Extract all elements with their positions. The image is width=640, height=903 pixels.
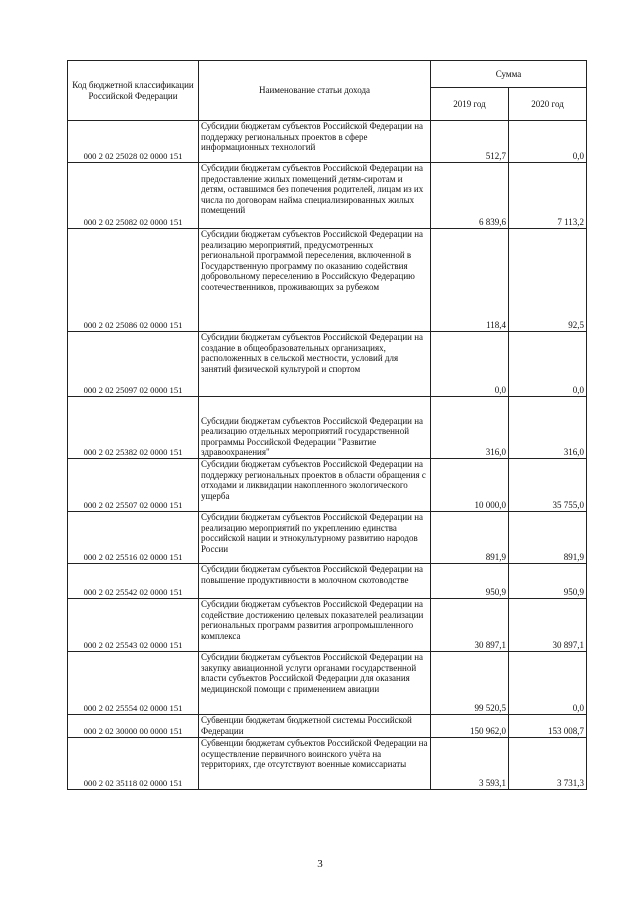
revenue-item-name: Субсидии бюджетам субъектов Российской Федерации на поддержку региональных проектов в сфере информационных технологий — [199, 121, 431, 163]
revenue-item-name: Субвенции бюджетам субъектов Российской Федерации на осуществление первичного воинского учёта на территориях, где отсутствуют военные комиссариаты — [199, 738, 431, 790]
amount-2020: 0,0 — [509, 121, 587, 163]
table-row — [68, 332, 587, 397]
header-year-2020: 2020 год — [509, 88, 587, 121]
header-code: Код бюджетной классификации Российской Федерации — [68, 61, 199, 121]
table-row — [68, 599, 587, 652]
amount-2020: 950,9 — [509, 564, 587, 599]
table-row — [68, 121, 587, 163]
revenue-item-name: Субвенции бюджетам бюджетной системы Российской Федерации — [199, 715, 431, 738]
amount-2020: 891,9 — [509, 512, 587, 564]
header-row — [68, 61, 587, 88]
table-row — [68, 459, 587, 512]
amount-2019: 99 520,5 — [431, 652, 509, 715]
budget-code: 000 2 02 25554 02 0000 151 — [68, 652, 199, 715]
budget-code: 000 2 02 25086 02 0000 151 — [68, 229, 199, 332]
page-number: 3 — [317, 858, 323, 870]
budget-code: 000 2 02 30000 00 0000 151 — [68, 715, 199, 738]
amount-2019: 512,7 — [431, 121, 509, 163]
amount-2019: 150 962,0 — [431, 715, 509, 738]
header-name: Наименование статьи дохода — [199, 61, 431, 121]
amount-2019: 950,9 — [431, 564, 509, 599]
budget-code: 000 2 02 35118 02 0000 151 — [68, 738, 199, 790]
amount-2019: 118,4 — [431, 229, 509, 332]
amount-2020: 316,0 — [509, 397, 587, 459]
budget-code: 000 2 02 25516 02 0000 151 — [68, 512, 199, 564]
table-row — [68, 512, 587, 564]
table-row — [68, 397, 587, 459]
amount-2019: 10 000,0 — [431, 459, 509, 512]
revenue-item-name: Субсидии бюджетам субъектов Российской Федерации на поддержку региональных проектов в области обращения с отходами и ликвидации накопленного экологического ущерба — [199, 459, 431, 512]
budget-code: 000 2 02 25542 02 0000 151 — [68, 564, 199, 599]
revenue-item-name: Субсидии бюджетам субъектов Российской Федерации на создание в общеобразовательных организациях, расположенных в сельской местности, условий для занятий физической культурой и спортом — [199, 332, 431, 397]
amount-2019: 0,0 — [431, 332, 509, 397]
table-row — [68, 564, 587, 599]
revenue-item-name: Субсидии бюджетам субъектов Российской Федерации на реализацию отдельных мероприятий государственной программы Российской Федерации "Развитие здравоохранения" — [199, 397, 431, 459]
amount-2019: 6 839,6 — [431, 163, 509, 229]
revenue-item-name: Субсидии бюджетам субъектов Российской Федерации на повышение продуктивности в молочном скотоводстве — [199, 564, 431, 599]
table-row — [68, 652, 587, 715]
amount-2019: 30 897,1 — [431, 599, 509, 652]
amount-2020: 153 008,7 — [509, 715, 587, 738]
revenue-item-name: Субсидии бюджетам субъектов Российской Федерации на реализацию мероприятий по укреплению единства российской нации и этнокультурному развитию народов России — [199, 512, 431, 564]
amount-2020: 0,0 — [509, 652, 587, 715]
table-row — [68, 715, 587, 738]
amount-2019: 891,9 — [431, 512, 509, 564]
budget-code: 000 2 02 25028 02 0000 151 — [68, 121, 199, 163]
budget-code: 000 2 02 25382 02 0000 151 — [68, 397, 199, 459]
amount-2020: 35 755,0 — [509, 459, 587, 512]
budget-code: 000 2 02 25082 02 0000 151 — [68, 163, 199, 229]
table-row — [68, 738, 587, 790]
budget-revenue-table — [67, 60, 587, 790]
amount-2019: 316,0 — [431, 397, 509, 459]
header-sum: Сумма — [431, 61, 587, 88]
revenue-item-name: Субсидии бюджетам субъектов Российской Федерации на реализацию мероприятий, предусмотренных региональной программой переселения, включенной в Государственную программу по оказанию содействия добровольному переселению в Российскую Федерацию соотечественников, проживающих за рубежом — [199, 229, 431, 332]
revenue-item-name: Субсидии бюджетам субъектов Российской Федерации на содействие достижению целевых показателей реализации региональных программ развития агропромышленного комплекса — [199, 599, 431, 652]
budget-code: 000 2 02 25507 02 0000 151 — [68, 459, 199, 512]
header-year-2019: 2019 год — [431, 88, 509, 121]
amount-2020: 92,5 — [509, 229, 587, 332]
amount-2019: 3 593,1 — [431, 738, 509, 790]
budget-code: 000 2 02 25097 02 0000 151 — [68, 332, 199, 397]
table-row — [68, 163, 587, 229]
amount-2020: 7 113,2 — [509, 163, 587, 229]
revenue-item-name: Субсидии бюджетам субъектов Российской Федерации на закупку авиационной услуги органами государственной власти субъектов Российской Федерации для оказания медицинской помощи с применением авиации — [199, 652, 431, 715]
amount-2020: 30 897,1 — [509, 599, 587, 652]
budget-code: 000 2 02 25543 02 0000 151 — [68, 599, 199, 652]
amount-2020: 0,0 — [509, 332, 587, 397]
revenue-item-name: Субсидии бюджетам субъектов Российской Федерации на предоставление жилых помещений детям-сиротам и детям, оставшимся без попечения родителей, лицам из их числа по договорам найма специализированных жилых помещений — [199, 163, 431, 229]
table-row — [68, 229, 587, 332]
amount-2020: 3 731,3 — [509, 738, 587, 790]
